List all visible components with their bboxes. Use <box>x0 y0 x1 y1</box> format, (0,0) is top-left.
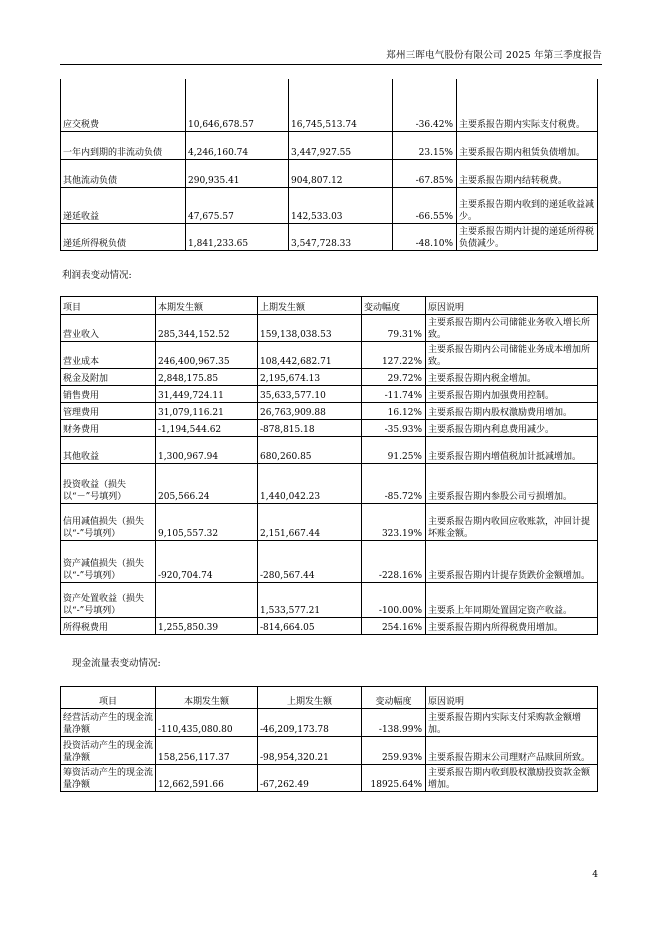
row-prior: 26,763,909.88 <box>258 403 362 420</box>
row-current: -110,435,080.80 <box>156 709 258 737</box>
row-item: 财务费用 <box>61 420 156 437</box>
table-row <box>61 131 598 159</box>
header-current: 本期发生额 <box>156 297 258 315</box>
row-reason: 主要系报告期内公司储能业务成本增加所致。 <box>426 342 598 369</box>
header-change: 变动幅度 <box>362 687 426 709</box>
row-prior: 3,547,728.33 <box>289 223 393 250</box>
row-prior: 142,533.03 <box>289 187 393 223</box>
header-current: 本期发生额 <box>156 687 258 709</box>
header-item: 项目 <box>61 297 156 315</box>
balance-change-table <box>60 79 598 251</box>
table-row <box>61 342 598 369</box>
row-prior: -67,262.49 <box>258 765 362 792</box>
row-current: 158,256,117.37 <box>156 737 258 765</box>
row-change: 323.19% <box>362 504 426 541</box>
row-change: -228.16% <box>362 541 426 583</box>
row-prior: 3,447,927.55 <box>289 131 393 159</box>
row-change: 23.15% <box>393 131 457 159</box>
row-current: 2,848,175.85 <box>156 369 258 386</box>
row-item: 销售费用 <box>61 386 156 403</box>
table-row <box>61 79 598 131</box>
row-prior: 159,138,038.53 <box>258 315 362 342</box>
row-change: -85.72% <box>362 464 426 504</box>
row-item: 营业成本 <box>61 342 156 369</box>
row-item: 资产减值损失（损失以“-”号填列） <box>61 541 156 583</box>
row-prior: 35,633,577.10 <box>258 386 362 403</box>
row-change: 79.31% <box>362 315 426 342</box>
row-reason: 主要系报告期内结转税费。 <box>457 159 598 187</box>
row-prior: 904,807.12 <box>289 159 393 187</box>
table-header-row <box>61 297 598 315</box>
table-row <box>61 403 598 420</box>
row-current: 31,079,116.21 <box>156 403 258 420</box>
row-prior: 2,151,667.44 <box>258 504 362 541</box>
row-item: 一年内到期的非流动负债 <box>61 131 186 159</box>
row-reason: 主要系报告期末公司理财产品赎回所致。 <box>426 737 598 765</box>
row-reason: 主要系报告期内计提存货跌价金额增加。 <box>426 541 598 583</box>
table-header-row <box>61 687 598 709</box>
row-change: 18925.64% <box>362 765 426 792</box>
row-item: 税金及附加 <box>61 369 156 386</box>
table-row <box>61 464 598 504</box>
row-item: 递延收益 <box>61 187 186 223</box>
row-item: 应交税费 <box>61 79 186 131</box>
row-item: 投资收益（损失以“－”号填列） <box>61 464 156 504</box>
header-prior: 上期发生额 <box>258 687 362 709</box>
row-reason: 主要系报告期内租赁负债增加。 <box>457 131 598 159</box>
table-row <box>61 541 598 583</box>
table-row <box>61 709 598 737</box>
row-current: -1,194,544.62 <box>156 420 258 437</box>
row-prior: -98,954,320.21 <box>258 737 362 765</box>
row-prior: -878,815.18 <box>258 420 362 437</box>
row-reason: 主要系报告期内利息费用减少。 <box>426 420 598 437</box>
row-current: 10,646,678.57 <box>186 79 289 131</box>
row-item: 所得税费用 <box>61 618 156 635</box>
row-item: 筹资活动产生的现金流量净额 <box>61 765 156 792</box>
row-current: 9,105,557.32 <box>156 504 258 541</box>
row-item: 营业收入 <box>61 315 156 342</box>
row-reason: 主要系报告期内实际支付税费。 <box>457 79 598 131</box>
row-change: 254.16% <box>362 618 426 635</box>
row-current: 1,841,233.65 <box>186 223 289 250</box>
row-reason: 主要系上年同期处置固定资产收益。 <box>426 583 598 618</box>
cashflow-change-table <box>60 686 598 792</box>
row-item: 投资活动产生的现金流量净额 <box>61 737 156 765</box>
row-current: -920,704.74 <box>156 541 258 583</box>
header-prior: 上期发生额 <box>258 297 362 315</box>
row-change: -138.99% <box>362 709 426 737</box>
header-change: 变动幅度 <box>362 297 426 315</box>
row-item: 其他流动负债 <box>61 159 186 187</box>
income-change-table <box>60 296 598 635</box>
table-row <box>61 437 598 464</box>
row-change: 29.72% <box>362 369 426 386</box>
row-reason: 主要系报告期内收到股权激励投资款金额增加。 <box>426 765 598 792</box>
row-reason: 主要系报告期内实际支付采购款金额增加。 <box>426 709 598 737</box>
row-reason: 主要系报告期内收回应收账款，冲回计提坏账金额。 <box>426 504 598 541</box>
row-item: 经营活动产生的现金流量净额 <box>61 709 156 737</box>
table-row <box>61 420 598 437</box>
table-row <box>61 369 598 386</box>
report-header-title: 郑州三晖电气股份有限公司 2025 年第三季度报告 <box>386 50 602 61</box>
header-reason: 原因说明 <box>426 297 598 315</box>
row-current: 285,344,152.52 <box>156 315 258 342</box>
row-current: 246,400,967.35 <box>156 342 258 369</box>
header-reason: 原因说明 <box>426 687 598 709</box>
row-reason: 主要系报告期内所得税费用增加。 <box>426 618 598 635</box>
row-change: 16.12% <box>362 403 426 420</box>
table-row <box>61 737 598 765</box>
row-current: 47,675.57 <box>186 187 289 223</box>
row-change: 91.25% <box>362 437 426 464</box>
table-row <box>61 504 598 541</box>
row-current <box>156 583 258 618</box>
row-prior: 1,533,577.21 <box>258 583 362 618</box>
row-reason: 主要系报告期内计提的递延所得税负债减少。 <box>457 223 598 250</box>
table-row <box>61 223 598 250</box>
row-reason: 主要系报告期内收到的递延收益减少。 <box>457 187 598 223</box>
row-prior: 108,442,682.71 <box>258 342 362 369</box>
row-prior: -280,567.44 <box>258 541 362 583</box>
table-row <box>61 187 598 223</box>
table-row <box>61 386 598 403</box>
row-current: 31,449,724.11 <box>156 386 258 403</box>
row-current: 4,246,160.74 <box>186 131 289 159</box>
row-reason: 主要系报告期内参股公司亏损增加。 <box>426 464 598 504</box>
row-item: 其他收益 <box>61 437 156 464</box>
row-reason: 主要系报告期内加强费用控制。 <box>426 386 598 403</box>
header-item: 项目 <box>61 687 156 709</box>
table-row <box>61 618 598 635</box>
row-change: 127.22% <box>362 342 426 369</box>
row-current: 290,935.41 <box>186 159 289 187</box>
table-row <box>61 765 598 792</box>
header-divider <box>60 64 602 65</box>
row-prior: 1,440,042.23 <box>258 464 362 504</box>
row-change: -36.42% <box>393 79 457 131</box>
row-prior: -46,209,173.78 <box>258 709 362 737</box>
row-change: -100.00% <box>362 583 426 618</box>
cashflow-section-label: 现金流量表变动情况: <box>72 658 161 669</box>
row-change: -66.55% <box>393 187 457 223</box>
row-prior: 16,745,513.74 <box>289 79 393 131</box>
income-section-label: 利润表变动情况: <box>62 270 132 281</box>
row-prior: 680,260.85 <box>258 437 362 464</box>
row-reason: 主要系报告期内税金增加。 <box>426 369 598 386</box>
row-current: 1,300,967.94 <box>156 437 258 464</box>
row-reason: 主要系报告期内公司储能业务收入增长所致。 <box>426 315 598 342</box>
table-row <box>61 315 598 342</box>
row-change: -67.85% <box>393 159 457 187</box>
row-change: -11.74% <box>362 386 426 403</box>
row-prior: 2,195,674.13 <box>258 369 362 386</box>
row-current: 1,255,850.39 <box>156 618 258 635</box>
row-current: 12,662,591.66 <box>156 765 258 792</box>
table-row <box>61 159 598 187</box>
row-current: 205,566.24 <box>156 464 258 504</box>
row-item: 资产处置收益（损失以“-”号填列） <box>61 583 156 618</box>
table-row <box>61 583 598 618</box>
row-reason: 主要系报告期内股权激励费用增加。 <box>426 403 598 420</box>
row-item: 管理费用 <box>61 403 156 420</box>
row-item: 递延所得税负债 <box>61 223 186 250</box>
row-prior: -814,664.05 <box>258 618 362 635</box>
row-change: -48.10% <box>393 223 457 250</box>
row-item: 信用减值损失（损失以“-”号填列） <box>61 504 156 541</box>
row-change: 259.93% <box>362 737 426 765</box>
page-number: 4 <box>592 870 598 880</box>
row-change: -35.93% <box>362 420 426 437</box>
row-reason: 主要系报告期内增值税加计抵减增加。 <box>426 437 598 464</box>
